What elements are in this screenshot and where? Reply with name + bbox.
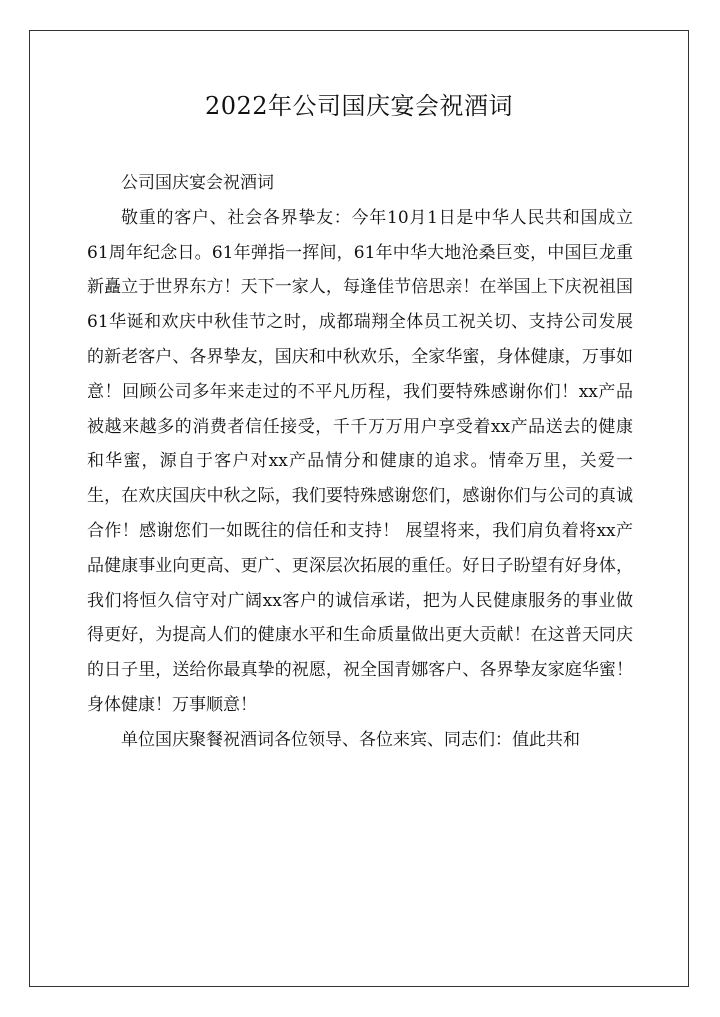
document-title: 2022年公司国庆宴会祝酒词 bbox=[204, 92, 514, 120]
paragraph-continuation: 单位国庆聚餐祝酒词各位领导、各位来宾、同志们：值此共和 bbox=[121, 729, 580, 750]
paragraph-main: 敬重的客户、社会各界挚友：今年10月1日是中华人民共和国成立61周年纪念日。61年弹指一挥间，61年中华大地沧桑巨变，中国巨龙重新矗立于世界东方！天下一家人，每逢佳节倍思亲！在举国上下庆祝祖国61华诞和欢庆中秋佳节之时，成都瑞翔全体员工祝关切、支持公司发展的新老客户、各界挚友，国庆和中秋欢乐，全家华蜜，身体健康，万事如意！回顾公司多年来走过的不平凡历程，我们要特殊感谢你们！xx产品被越来越多的消费者信任接受，千千万万用户享受着xx产品送去的健康和华蜜，源自于客户对xx产品情分和健康的追求。情牵万里，关爱一生，在欢庆国庆中秋之际，我们要特殊感谢您们，感谢你们与公司的真诚合作！感谢您们一如既往的信任和支持！ 展望将来，我们肩负着将xx产品健康事业向更高、更广、更深层次拓展的重任。好日子盼望有好身体，我们将恒久信守对广阔xx客户的诚信承诺，把为人民健康服务的事业做得更好，为提高人们的健康水平和生命质量做出更大贡献！在这普天同庆的日子里，送给你最真挚的祝愿，祝全国青娜客户、各界挚友家庭华蜜！身体健康！万事顺意！ bbox=[87, 207, 633, 715]
document-body bbox=[87, 166, 633, 758]
paragraph-subtitle: 公司国庆宴会祝酒词 bbox=[121, 173, 274, 193]
